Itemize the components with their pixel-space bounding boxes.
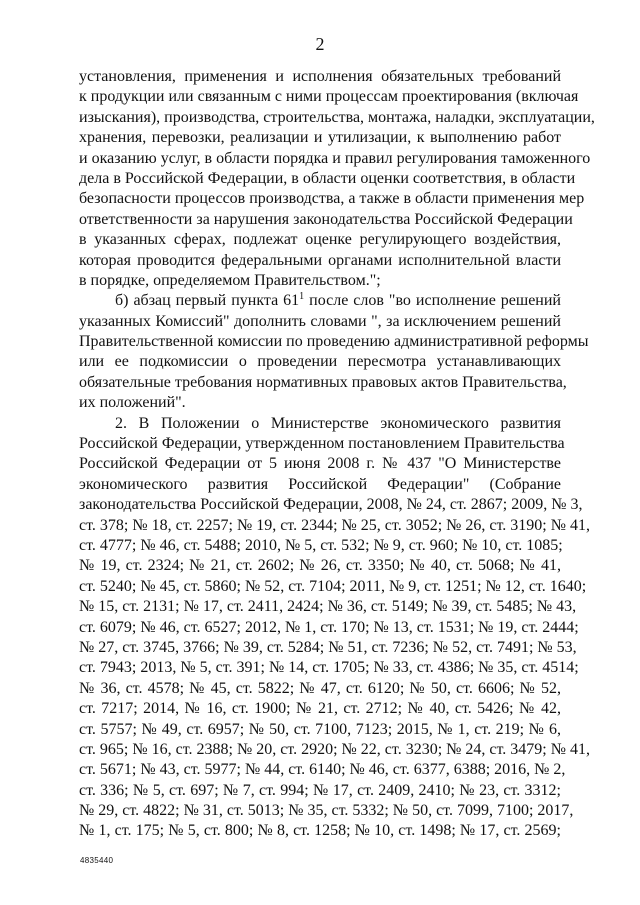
document-code: 4835440 — [80, 856, 114, 865]
text-line: № 19, ст. 2324; № 21, ст. 2602; № 26, ст. 3350; № 40, ст. 5068; № 41, — [79, 557, 561, 575]
text-line: ст. 4777; № 46, ст. 5488; 2010, № 5, ст. 532; № 9, ст. 960; № 10, ст. 1085; — [79, 536, 563, 554]
text-line: безопасности процессов производства, а также в области применения мер — [79, 190, 585, 208]
text-line: экономического развития Российской Федерации" (Собрание — [79, 475, 561, 493]
text-line: № 27, ст. 3745, 3766; № 39, ст. 5284; № 51, ст. 7236; № 52, ст. 7491; № 53, — [79, 638, 577, 656]
text-line: № 1, ст. 175; № 5, ст. 800; № 8, ст. 1258; № 10, ст. 1498; № 17, ст. 2569; — [79, 822, 561, 840]
text-line: в порядке, определяемом Правительством."; — [79, 271, 381, 289]
text-line: изыскания), производства, строительства, монтажа, наладки, эксплуатации, — [79, 108, 595, 126]
text-line: Российской Федерации, утвержденном постановлением Правительства — [79, 435, 565, 453]
text-segment: после слов "во исполнение решений — [304, 292, 561, 310]
text-line: ст. 965; № 16, ст. 2388; № 20, ст. 2920; № 22, ст. 3230; № 24, ст. 3479; № 41, — [79, 740, 591, 758]
text-line — [79, 291, 561, 311]
text-line: № 36, ст. 4578; № 45, ст. 5822; № 47, ст. 6120; № 50, ст. 6606; № 52, — [79, 679, 561, 697]
text-line: ст. 5757; № 49, ст. 6957; № 50, ст. 7100, 7123; 2015, № 1, ст. 219; № 6, — [79, 720, 561, 738]
text-line: дела в Российской Федерации, в области оценки соответствия, в области — [79, 169, 576, 187]
superscript-mark: 1 — [299, 291, 305, 303]
text-line: ст. 336; № 5, ст. 697; № 7, ст. 994; № 17, ст. 2409, 2410; № 23, ст. 3312; — [79, 781, 561, 799]
text-line: или ее подкомиссии о проведении пересмотра устанавливающих — [79, 353, 561, 371]
text-segment: б) абзац первый пункта 61 — [115, 292, 300, 310]
text-line: в указанных сферах, подлежат оценке регулирующего воздействия, — [79, 231, 561, 249]
text-line: к продукции или связанным с ними процессам проектирования (включая — [79, 88, 579, 106]
text-line: установления, применения и исполнения обязательных требований — [79, 68, 561, 85]
text-line: ст. 7943; 2013, № 5, ст. 391; № 14, ст. 1705; № 33, ст. 4386; № 35, ст. 4514; — [79, 659, 579, 677]
text-line: ст. 7217; 2014, № 16, ст. 1900; № 21, ст. 2712; № 40, ст. 5426; № 42, — [79, 700, 561, 718]
text-line: законодательства Российской Федерации, 2008, № 24, ст. 2867; 2009, № 3, — [79, 496, 583, 514]
page-number: 2 — [315, 34, 325, 54]
text-line: которая проводится федеральными органами исполнительной власти — [79, 251, 561, 269]
text-line: хранения, перевозки, реализации и утилизации, к выполнению работ — [79, 129, 561, 147]
text-line: ст. 5671; № 43, ст. 5977; № 44, ст. 6140; № 46, ст. 6377, 6388; 2016, № 2, — [79, 761, 566, 779]
text-line: № 15, ст. 2131; № 17, ст. 2411, 2424; № 36, ст. 5149; № 39, ст. 5485; № 43, — [79, 598, 577, 616]
text-line: ст. 378; № 18, ст. 2257; № 19, ст. 2344; № 25, ст. 3052; № 26, ст. 3190; № 41, — [79, 516, 591, 534]
text-line: 2. В Положении о Министерстве экономического развития — [115, 414, 561, 432]
text-line: их положений". — [79, 394, 186, 412]
text-line: указанных Комиссий" дополнить словами ", за исключением решений — [79, 312, 561, 330]
document-body — [79, 67, 595, 842]
text-line: ст. 5240; № 45, ст. 5860; № 52, ст. 7104; 2011, № 9, ст. 1251; № 12, ст. 1640; — [79, 577, 587, 595]
text-line: и оказанию услуг, в области порядка и правил регулирования таможенного — [79, 149, 591, 167]
text-line: Российской Федерации от 5 июня 2008 г. № 437 "О Министерстве — [79, 455, 561, 473]
text-line: ст. 6079; № 46, ст. 6527; 2012, № 1, ст. 170; № 13, ст. 1531; № 19, ст. 2444; — [79, 618, 579, 636]
text-line: обязательные требования нормативных правовых актов Правительства, — [79, 373, 567, 391]
text-line: ответственности за нарушения законодательства Российской Федерации — [79, 210, 573, 228]
text-line: Правительственной комиссии по проведению административной реформы — [79, 333, 589, 351]
text-line: № 29, ст. 4822; № 31, ст. 5013; № 35, ст. 5332; № 50, ст. 7099, 7100; 2017, — [79, 802, 574, 820]
